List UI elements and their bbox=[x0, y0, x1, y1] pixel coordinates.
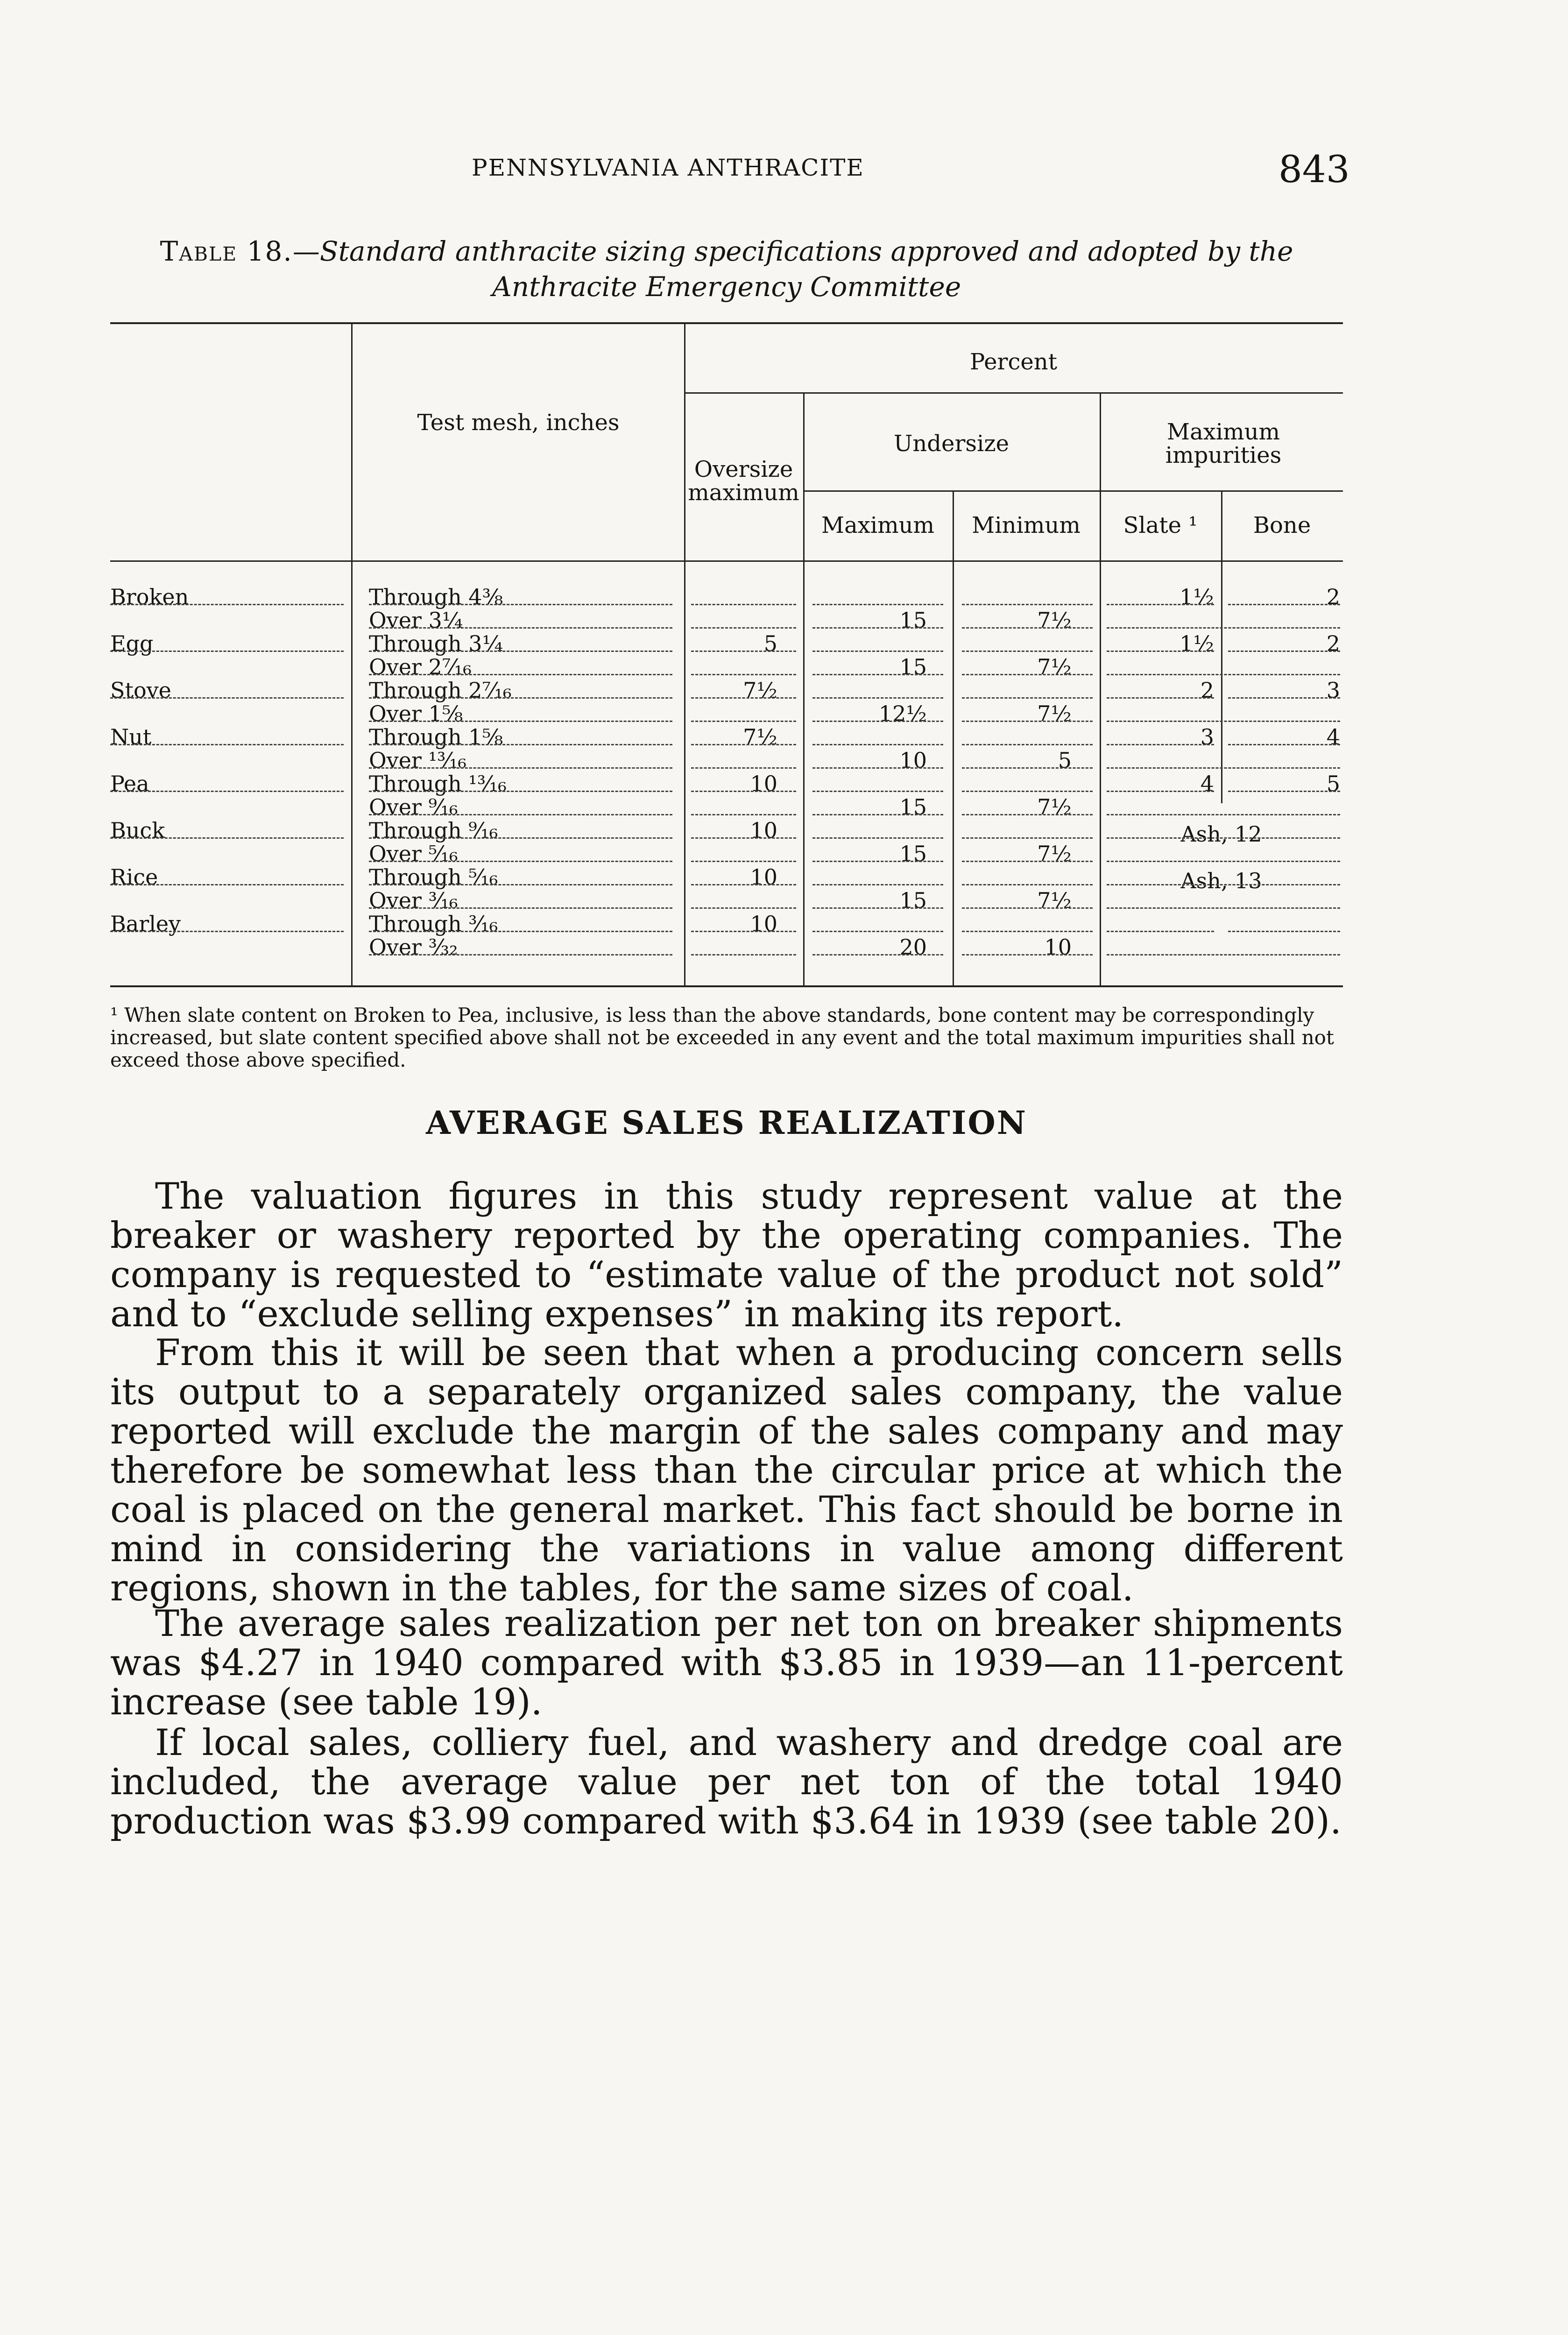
leader-dots bbox=[369, 767, 672, 769]
leader-dots bbox=[1228, 744, 1340, 745]
leader-dots bbox=[812, 767, 943, 769]
undersize-max: 10 bbox=[899, 748, 927, 773]
leader-dots bbox=[812, 627, 943, 629]
mesh-through: Through ³⁄₁₆ bbox=[369, 911, 498, 936]
leader-dots bbox=[369, 674, 672, 675]
leader-dots bbox=[369, 884, 672, 885]
leader-dots bbox=[812, 791, 943, 792]
header-undersize: Undersize bbox=[893, 431, 1010, 457]
mesh-over: Over 1⅝ bbox=[369, 701, 463, 726]
leader-dots bbox=[369, 954, 672, 955]
mesh-through: Through ¹³⁄₁₆ bbox=[369, 771, 507, 796]
undersize-min: 7½ bbox=[1037, 608, 1072, 633]
leader-dots bbox=[691, 954, 796, 955]
size-name: Nut bbox=[110, 724, 152, 750]
leader-dots bbox=[369, 604, 672, 605]
leader-dots bbox=[962, 767, 1093, 769]
leader-dots bbox=[369, 861, 672, 862]
leader-dots bbox=[962, 604, 1093, 605]
leader-dots bbox=[691, 697, 796, 699]
undersize-max: 15 bbox=[899, 608, 927, 633]
slate-max: 1½ bbox=[1180, 584, 1214, 609]
leader-dots bbox=[369, 814, 672, 815]
bone-max: 2 bbox=[1326, 631, 1340, 656]
slate-max: 2 bbox=[1200, 678, 1214, 703]
leader-dots bbox=[812, 837, 943, 839]
leader-dots bbox=[962, 697, 1093, 699]
leader-dots bbox=[962, 721, 1093, 722]
leader-dots bbox=[812, 674, 943, 675]
leader-dots bbox=[1228, 931, 1340, 932]
leader-dots bbox=[812, 651, 943, 652]
paragraph-1: The valuation figures in this study represent value at the breaker or washery reported by the operating companies. The company is requested to “estimate value of the product not sold” and to “exclude selling expenses” in making its report. bbox=[110, 1175, 1343, 1335]
size-name: Rice bbox=[110, 864, 158, 890]
table-top-rule bbox=[110, 322, 1343, 324]
leader-dots bbox=[110, 884, 344, 885]
header-under-max: Maximum bbox=[821, 512, 935, 538]
leader-dots bbox=[110, 651, 344, 652]
leader-dots bbox=[1107, 884, 1340, 885]
paragraph-4: If local sales, colliery fuel, and washery and dredge coal are included, the average value per net ton of the total 1940 production was $3.99 compared with $3.64 in 1939 (see table 20). bbox=[110, 1722, 1343, 1842]
bone-max: 5 bbox=[1326, 771, 1340, 796]
mesh-through: Through ⁹⁄₁₆ bbox=[369, 818, 498, 843]
undersize-min: 7½ bbox=[1037, 888, 1072, 913]
col-divider-2 bbox=[684, 322, 685, 985]
leader-dots bbox=[812, 721, 943, 722]
col-divider-6 bbox=[1221, 490, 1222, 803]
leader-dots bbox=[1107, 907, 1340, 909]
leader-dots bbox=[962, 954, 1093, 955]
mesh-over: Over ³⁄₃₂ bbox=[369, 934, 458, 960]
leader-dots bbox=[812, 907, 943, 909]
table-footnote: ¹ When slate content on Broken to Pea, inclusive, is less than the above standards, bone content may be correspondingly increased, but slate content specified above shall not be exceeded in any event and the total maximum impurities shall not exceed those above specified. bbox=[110, 1004, 1334, 1071]
leader-dots bbox=[962, 931, 1093, 932]
header-test-mesh: Test mesh, inches bbox=[417, 410, 620, 436]
leader-dots bbox=[1107, 861, 1340, 862]
leader-dots bbox=[691, 604, 796, 605]
leader-dots bbox=[1107, 767, 1340, 769]
leader-dots bbox=[110, 931, 344, 932]
col-divider-3 bbox=[803, 392, 805, 985]
slate-max: 3 bbox=[1200, 724, 1214, 750]
paragraph-2: From this it will be seen that when a producing concern sells its output to a separately organized sales company, the value reported will exclude the margin of the sales company and may therefore be somewhat less than the circular price at which the coal is placed on the general market. This fact should be borne in mind in considering the variations in value among different regions, shown in the tables, for the same sizes of coal. bbox=[110, 1332, 1343, 1609]
bone-max: 2 bbox=[1326, 584, 1340, 609]
leader-dots bbox=[691, 837, 796, 839]
leader-dots bbox=[110, 744, 344, 745]
leader-dots bbox=[110, 837, 344, 839]
undersize-max: 15 bbox=[899, 888, 927, 913]
leader-dots bbox=[110, 604, 344, 605]
oversize-max: 10 bbox=[750, 911, 777, 936]
leader-dots bbox=[369, 697, 672, 699]
leader-dots bbox=[962, 837, 1093, 839]
leader-dots bbox=[962, 884, 1093, 885]
undersize-min: 10 bbox=[1044, 934, 1072, 960]
slate-max: 4 bbox=[1200, 771, 1214, 796]
size-name: Egg bbox=[110, 631, 154, 656]
leader-dots bbox=[110, 791, 344, 792]
oversize-max: 10 bbox=[750, 818, 777, 843]
leader-dots bbox=[369, 651, 672, 652]
undersize-max: 15 bbox=[899, 841, 927, 866]
leader-dots bbox=[962, 791, 1093, 792]
mesh-over: Over ¹³⁄₁₆ bbox=[369, 748, 466, 773]
bone-max: 3 bbox=[1326, 678, 1340, 703]
undersize-min: 7½ bbox=[1037, 841, 1072, 866]
oversize-max: 10 bbox=[750, 771, 777, 796]
mesh-through: Through 4⅜ bbox=[369, 584, 503, 609]
leader-dots bbox=[812, 814, 943, 815]
leader-dots bbox=[369, 837, 672, 839]
leader-dots bbox=[962, 814, 1093, 815]
leader-dots bbox=[691, 861, 796, 862]
leader-dots bbox=[1228, 791, 1340, 792]
mesh-through: Through ⁵⁄₁₆ bbox=[369, 864, 498, 890]
leader-dots bbox=[1228, 604, 1340, 605]
leader-dots bbox=[812, 931, 943, 932]
undersize-max: 12½ bbox=[878, 701, 927, 726]
paragraph-3: The average sales realization per net ton on breaker shipments was $4.27 in 1940 compared with $3.85 in 1939—an 11-percent increase (see table 19). bbox=[110, 1603, 1343, 1723]
leader-dots bbox=[691, 907, 796, 909]
table-caption bbox=[110, 234, 1343, 304]
undersize-max: 20 bbox=[899, 934, 927, 960]
leader-dots bbox=[1107, 837, 1340, 839]
leader-dots bbox=[1107, 604, 1214, 605]
leader-dots bbox=[1107, 814, 1340, 815]
section-title: AVERAGE SALES REALIZATION bbox=[426, 1104, 1027, 1142]
size-name: Broken bbox=[110, 584, 189, 609]
header-bottom-rule bbox=[110, 560, 1343, 562]
oversize-max: 7½ bbox=[743, 678, 777, 703]
leader-dots bbox=[1107, 931, 1214, 932]
leader-dots bbox=[691, 627, 796, 629]
col-divider-5 bbox=[1100, 392, 1101, 985]
leader-dots bbox=[691, 744, 796, 745]
table-caption-label: Table 18. bbox=[160, 235, 293, 267]
mesh-through: Through 2⁷⁄₁₆ bbox=[369, 678, 512, 703]
undersize-min: 5 bbox=[1058, 748, 1072, 773]
leader-dots bbox=[110, 697, 344, 699]
subheader-rule bbox=[803, 490, 1343, 492]
oversize-max: 10 bbox=[750, 864, 777, 890]
ash-limit: Ash, 13 bbox=[1180, 868, 1262, 893]
mesh-over: Over ⁵⁄₁₆ bbox=[369, 841, 458, 866]
leader-dots bbox=[1228, 651, 1340, 652]
leader-dots bbox=[691, 931, 796, 932]
leader-dots bbox=[369, 907, 672, 909]
leader-dots bbox=[962, 674, 1093, 675]
size-name: Barley bbox=[110, 911, 181, 936]
table-caption-text: —Standard anthracite sizing specifications approved and adopted by the Anthracite Emergency Committee bbox=[292, 235, 1293, 303]
leader-dots bbox=[1107, 627, 1340, 629]
size-name: Buck bbox=[110, 818, 165, 843]
leader-dots bbox=[812, 884, 943, 885]
leader-dots bbox=[1107, 744, 1214, 745]
leader-dots bbox=[812, 697, 943, 699]
leader-dots bbox=[691, 884, 796, 885]
leader-dots bbox=[962, 744, 1093, 745]
leader-dots bbox=[1107, 954, 1340, 955]
undersize-min: 7½ bbox=[1037, 794, 1072, 820]
mesh-over: Over ⁹⁄₁₆ bbox=[369, 794, 458, 820]
undersize-max: 15 bbox=[899, 794, 927, 820]
mesh-through: Through 3¼ bbox=[369, 631, 503, 656]
page-number: 843 bbox=[1278, 148, 1350, 191]
leader-dots bbox=[369, 744, 672, 745]
mesh-over: Over 3¼ bbox=[369, 608, 463, 633]
table-bottom-rule bbox=[110, 985, 1343, 987]
slate-max: 1½ bbox=[1180, 631, 1214, 656]
leader-dots bbox=[369, 721, 672, 722]
header-slate: Slate ¹ bbox=[1123, 512, 1198, 538]
bone-max: 4 bbox=[1326, 724, 1340, 750]
header-max-impurities: Maximum impurities bbox=[1165, 419, 1282, 468]
leader-dots bbox=[1107, 697, 1214, 699]
leader-dots bbox=[1107, 651, 1214, 652]
mesh-over: Over ³⁄₁₆ bbox=[369, 888, 458, 913]
size-name: Stove bbox=[110, 678, 171, 703]
leader-dots bbox=[369, 627, 672, 629]
leader-dots bbox=[962, 861, 1093, 862]
leader-dots bbox=[369, 791, 672, 792]
running-head: PENNSYLVANIA ANTHRACITE bbox=[472, 154, 864, 181]
oversize-max: 5 bbox=[763, 631, 777, 656]
mesh-over: Over 2⁷⁄₁₆ bbox=[369, 654, 472, 679]
leader-dots bbox=[1107, 674, 1340, 675]
leader-dots bbox=[691, 721, 796, 722]
undersize-max: 15 bbox=[899, 654, 927, 679]
leader-dots bbox=[369, 931, 672, 932]
oversize-max: 7½ bbox=[743, 724, 777, 750]
header-under-min: Minimum bbox=[972, 512, 1081, 538]
mesh-through: Through 1⅝ bbox=[369, 724, 503, 750]
header-oversize: Oversize maximum bbox=[688, 456, 799, 506]
leader-dots bbox=[1107, 721, 1340, 722]
leader-dots bbox=[1228, 697, 1340, 699]
col-divider-1 bbox=[351, 322, 353, 985]
leader-dots bbox=[1107, 791, 1214, 792]
leader-dots bbox=[691, 767, 796, 769]
leader-dots bbox=[962, 907, 1093, 909]
leader-dots bbox=[812, 861, 943, 862]
ash-limit: Ash, 12 bbox=[1180, 821, 1262, 847]
size-name: Pea bbox=[110, 771, 149, 796]
leader-dots bbox=[812, 954, 943, 955]
leader-dots bbox=[691, 651, 796, 652]
undersize-min: 7½ bbox=[1037, 701, 1072, 726]
leader-dots bbox=[962, 651, 1093, 652]
percent-rule bbox=[684, 392, 1343, 394]
col-divider-4 bbox=[953, 490, 954, 985]
leader-dots bbox=[691, 814, 796, 815]
undersize-min: 7½ bbox=[1037, 654, 1072, 679]
leader-dots bbox=[962, 627, 1093, 629]
header-percent: Percent bbox=[970, 349, 1057, 375]
leader-dots bbox=[812, 604, 943, 605]
leader-dots bbox=[691, 674, 796, 675]
header-bone: Bone bbox=[1253, 512, 1311, 538]
leader-dots bbox=[691, 791, 796, 792]
leader-dots bbox=[812, 744, 943, 745]
